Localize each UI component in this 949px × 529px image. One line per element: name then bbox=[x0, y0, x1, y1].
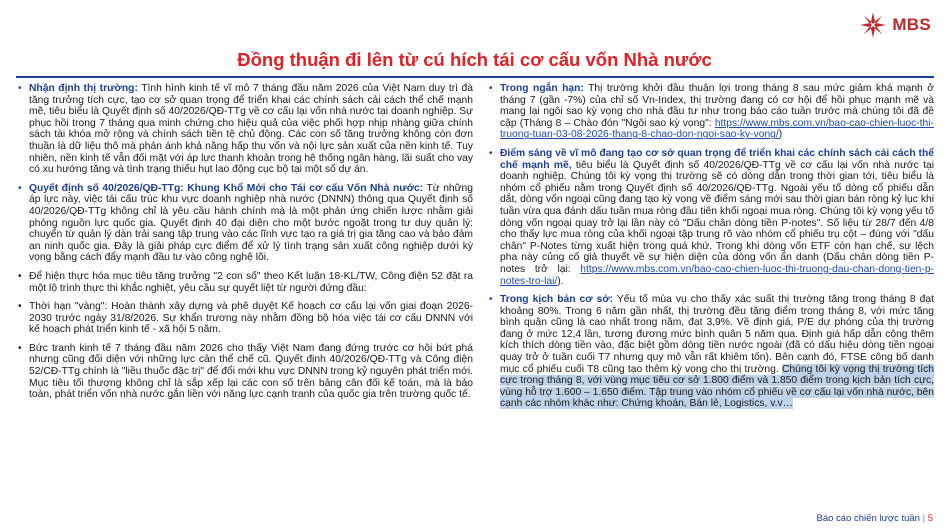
brand-logo bbox=[858, 10, 931, 40]
brand-name: MBS bbox=[892, 15, 931, 34]
page-title: Đồng thuận đi lên từ cú hích tái cơ cấu vốn Nhà nước bbox=[237, 49, 712, 70]
bullet-icon: • bbox=[18, 270, 22, 282]
bullet-icon: • bbox=[18, 301, 22, 313]
page-footer bbox=[817, 513, 933, 524]
paragraph-text: Yếu tố mùa vụ cho thấy xác suất thị trường tăng trong tháng 8 đạt khoảng 80%. Trong 6 năm gần nhất, thị trường đều tăng điểm trong tháng 8, với mức tăng bình quân cũng là cao nhất trong năm, đạt 3,9%. Về định giá, P/E dự phóng của thị trường đang ở mức 12,4 lần, tương đương mức bình quân 5 năm qua. Định giá hấp dẫn cộng thêm kích thích dòng tiền vào, đặc biệt gồm dòng tiền nước ngoài (đã có dấu hiệu dòng tiền ngoại quay trở ở tuần cuối T7 nhưng quy mô vẫn rất khiêm tốn). Bên cạnh đó, FTSE công bố danh mục cổ phiếu cuối T8 cũng tạo thêm kỳ vọng cho thị trường. bbox=[500, 294, 934, 375]
paragraph-text: tiêu biểu là Quyết định số 40/2026/QĐ-TTg về cơ cấu lại vốn nhà nước tại doanh nghiệp. Chúng tôi kỳ vọng thị trường sẽ có dòng dẫn trong thời gian tới, tiêu biểu là nhóm cổ phiếu nằm trong Quyết định số 40/2026/QĐ-TTg. Ngoài yếu tố dòng cổ phiếu dẫn dắt, dòng vốn ngoại cũng đang tạo kỳ vọng về điểm sáng mới sau thời gian bán ròng kỷ lục khi tuần vừa qua đánh dấu tuần mua ròng đầu tiên khối ngoại mua ròng. Chúng tôi kỳ vọng yếu tố dòng vốn ngoại quay trở lại lần này có "Dấu chân dòng tiền P-notes". Số liệu từ 28/7 đến 4/8 cho thấy lực mua ròng của khối ngoại tập trung rõ vào nhóm cổ phiếu trụ cột – đúng với "dấu chân" P-Notes từng xuất hiện trong quá khứ. Trong khi dòng vốn ETF còn hạn chế, sự lệch pha này củng cố giả thuyết về sự hiện diện của dòng vốn ẩn danh (Dấu chân dòng tiền P-notes trở lại: bbox=[500, 159, 934, 275]
short-term-paragraph bbox=[489, 83, 934, 141]
paragraph-heading: Quyết định số 40/2026/QĐ-TTg: Khung Khổ Mới cho Tái cơ cấu Vốn Nhà nước: bbox=[29, 182, 424, 194]
bullet-icon: • bbox=[18, 182, 22, 194]
paragraph-text: Để hiện thực hóa mục tiêu tăng trưởng "2 con số" theo Kết luận 18-KL/TW, Công điện 52 đặt ra một lộ trình thực thi khắc nghiệt, yêu cầu sự quyết liệt từ người đứng đầu: bbox=[29, 270, 473, 294]
paragraph-text: Bức tranh kinh tế 7 tháng đầu năm 2026 cho thấy Việt Nam đang đứng trước cơ hội bứt phá nhưng cũng đối diện với những lực cản thể chế cũ. Quyết định 40/2026/QĐ-TTg và Công điện 52/CĐ-TTg chính là "liều thuốc đặc trị" để đổi mới khu vực DNNN trong kỷ nguyên phát triển mới. Mục tiêu tối thượng không chỉ là sắp xếp lại các con số trên bảng cân đối kế toán, mà là bảo toàn, phát triển vốn nhà nước gắn liền với năng lực cạnh tranh của quốc gia trên trường quốc tế. bbox=[29, 342, 473, 401]
highlighted-text: Chúng tôi kỳ vọng thị trường tích cực trong tháng 8, với vùng mục tiêu cơ sở 1.800 điểm và 1.850 điểm trong kịch bản tích cực, vùng hỗ trợ 1.600 – 1.650 điểm. Tập trung vào nhóm cổ phiếu về cơ cấu lại vốn nhà nước, bên cạnh các nhóm khác như: Chứng khoán, Bán lẻ, Logistics, v.v… bbox=[500, 363, 934, 410]
footer-label: Báo cáo chiến lược tuần bbox=[816, 513, 920, 524]
paragraph-text: Tình hình kinh tế vĩ mô 7 tháng đầu năm 2026 của Việt Nam duy trì đà tăng trưởng tích cực, tạo cơ sở quan trọng để triển khai các chính sách cải cách thể chế mạnh mẽ, tiêu biểu là Quyết định số 40/2026/QĐ-TTg về cơ cấu lại vốn nhà nước tại doanh nghiệp. Sự phục hồi trong 7 tháng qua minh chứng cho hiệu quả của việc phối hợp nhịp nhàng giữa chính sách tài khóa mở rộng và chính sách tiền tệ chủ động. Các con số tăng trưởng không còn đơn thuần là dữ liệu thô mà phản ánh khả năng hấp thụ vốn và nội lực sản xuất của nền kinh tế. Tuy nhiên, nền kinh tế vẫn đối mặt với áp lực thanh khoản trong hệ thống ngân hàng, lãi suất cho vay có xu hướng tăng và tình trạng thiếu hụt lao động cục bộ tại một số dự án. bbox=[29, 83, 473, 176]
bullet-icon: • bbox=[18, 342, 22, 354]
paragraph-text: Thị trường khởi đầu thuận lợi trong tháng 8 sau mức giảm khá mạnh ở tháng 7 (gần -7%) của chỉ số Vn-Index, thị trường đang có cơ hội để hồi phục mạnh mẽ và mang lại ngôi sao kỳ vọng cho nhà đầu tư như trong báo cáo tuần trước mà chúng tôi đã đề cập (Tháng 8 – Chào đón "Ngôi sao kỳ vọng": bbox=[500, 83, 934, 129]
right-column bbox=[489, 83, 934, 417]
paragraph-text: ). bbox=[557, 275, 564, 287]
paragraph-text: Từ những áp lực này, việc tái cấu trúc khu vực doanh nghiệp nhà nước (DNNN) thông qua Quyết định số 40/2026/QĐ-TTg không chỉ là yêu cầu hành chính mà là một phản ứng chiến lược nhằm giải phóng nguồn lực quốc gia. Quyết định 40 đại diện cho một bước ngoặt trong tư duy quản lý: chuyển từ quản lý dàn trải sang tập trung vào các lĩnh vực tạo ra giá trị gia tăng cao và bảo đảm an ninh quốc gia. Đây là giải pháp cực điểm để xử lý tình trạng sản xuất công nghiệp dưới kỳ vọng bằng cách đẩy mạnh đầu tư vào công nghệ lõi. bbox=[29, 182, 473, 264]
bullet-icon: • bbox=[489, 147, 493, 159]
bullet-icon: • bbox=[489, 83, 493, 94]
paragraph-text: Thời hạn "vàng": Hoàn thành xây dựng và phê duyệt Kế hoạch cơ cấu lại vốn giai đoạn 2026-2030 trước ngày 31/8/2026. Sự khẩn trương này nhằm đồng bộ hóa việc tái cơ cấu DNNN với kế hoạch phát triển kinh tế - xã hội 5 năm. bbox=[29, 301, 473, 336]
paragraph-heading: Điểm sáng về vĩ mô đang tạo cơ sở quan trọng để triển khai các chính sách cải cách thể chế mạnh mẽ, bbox=[500, 147, 934, 171]
bullet-icon: • bbox=[489, 294, 493, 306]
growth-target-paragraph bbox=[18, 271, 473, 294]
title-divider bbox=[16, 76, 934, 78]
bullet-icon: • bbox=[18, 83, 22, 94]
mbs-star-icon bbox=[858, 10, 888, 40]
report-link[interactable]: https://www.mbs.com.vn/bao-cao-chien-luoc-thi-truong-dau-chan-dong-tien-p-notes-tro-lai/ bbox=[500, 263, 934, 287]
paragraph-heading: Trong kịch bản cơ sở: bbox=[500, 294, 614, 306]
paragraph-heading: Nhận định thị trường: bbox=[29, 83, 138, 94]
footer-separator: | bbox=[922, 513, 926, 524]
golden-deadline-paragraph bbox=[18, 301, 473, 336]
decision-40-paragraph bbox=[18, 183, 473, 264]
economic-picture-paragraph bbox=[18, 343, 473, 401]
paragraph-heading: Trong ngắn hạn: bbox=[500, 83, 584, 94]
left-column bbox=[18, 83, 473, 408]
base-scenario-paragraph bbox=[489, 294, 934, 410]
market-outlook-paragraph bbox=[18, 83, 473, 176]
report-link[interactable]: https://www.mbs.com.vn/bao-cao-chien-luoc-thi-truong-tuan-03-08-2026-thang-8-chao-don-ngoi-sao-ky-vong/ bbox=[500, 117, 934, 141]
page-number: 5 bbox=[927, 513, 933, 524]
macro-bright-spot-paragraph bbox=[489, 148, 934, 287]
paragraph-text: ) bbox=[778, 129, 783, 141]
